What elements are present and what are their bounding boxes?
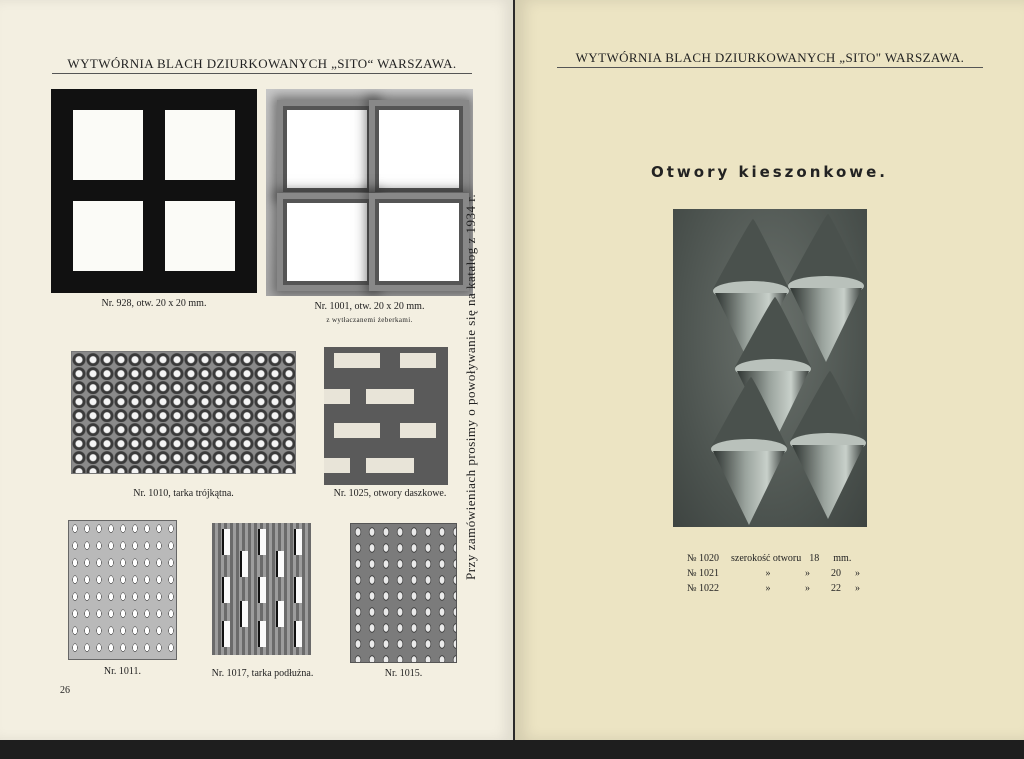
pocket-2	[788, 214, 864, 362]
caption-1017: Nr. 1017, tarka podłużna.	[211, 668, 314, 679]
spec-row-1022	[687, 581, 860, 596]
caption-928: Nr. 928, otw. 20 x 20 mm.	[101, 298, 207, 309]
caption-1010: Nr. 1010, tarka trójkątna.	[133, 488, 234, 499]
spec-label: »	[765, 568, 771, 579]
spec-unit: »	[855, 583, 860, 594]
plate-1001-image	[266, 89, 473, 296]
section-title: Otwory kieszonkowe.	[650, 163, 889, 181]
spec-label: »	[765, 583, 771, 594]
spec-unit: mm.	[833, 553, 852, 564]
left-page-header: WYTWÓRNIA BLACH DZIURKOWANYCH „SITO“ WARSZAWA.	[67, 56, 457, 71]
caption-1015: Nr. 1015.	[384, 668, 423, 679]
left-page	[0, 0, 513, 740]
spec-row-1021	[687, 566, 860, 581]
spec-table	[687, 551, 860, 596]
spec-unit: »	[855, 568, 860, 579]
spec-value: 20	[831, 568, 841, 579]
pocket-holes-photo	[673, 209, 867, 527]
caption-1011: Nr. 1011.	[103, 666, 142, 677]
page-number: 26	[60, 685, 70, 696]
plate-1011-image	[68, 520, 177, 660]
spec-label: szerokość otworu	[731, 553, 802, 564]
header-rule	[52, 73, 472, 74]
plate-928-image	[51, 89, 257, 293]
plate-1025-image	[324, 347, 448, 485]
spec-number: № 1021	[687, 568, 720, 579]
header-rule	[557, 67, 983, 68]
spec-row-1020	[687, 551, 860, 566]
plate-1017-image	[212, 523, 311, 655]
spec-value: 18	[809, 553, 820, 564]
right-page	[515, 0, 1024, 740]
caption-1025: Nr. 1025, otwory daszkowe.	[333, 488, 447, 499]
right-page-header: WYTWÓRNIA BLACH DZIURKOWANYCH „SITO" WARSZAWA.	[575, 50, 965, 65]
scan-background	[0, 740, 1024, 759]
spec-value: 22	[831, 583, 841, 594]
catalog-note: Przy zamówieniach prosimy o powoływanie się na katalog z 1934 r.	[463, 193, 478, 580]
plate-1010-image	[71, 351, 296, 474]
spec-number: № 1022	[687, 583, 720, 594]
plate-1015-image	[350, 523, 457, 663]
pocket-5	[790, 371, 866, 519]
spec-mid: »	[805, 583, 810, 594]
caption-1001: Nr. 1001, otw. 20 x 20 mm.	[314, 301, 425, 312]
subcaption-1001: z wytłaczanemi żeberkami.	[326, 316, 413, 324]
spec-mid: »	[805, 568, 810, 579]
spec-number: № 1020	[687, 553, 720, 564]
